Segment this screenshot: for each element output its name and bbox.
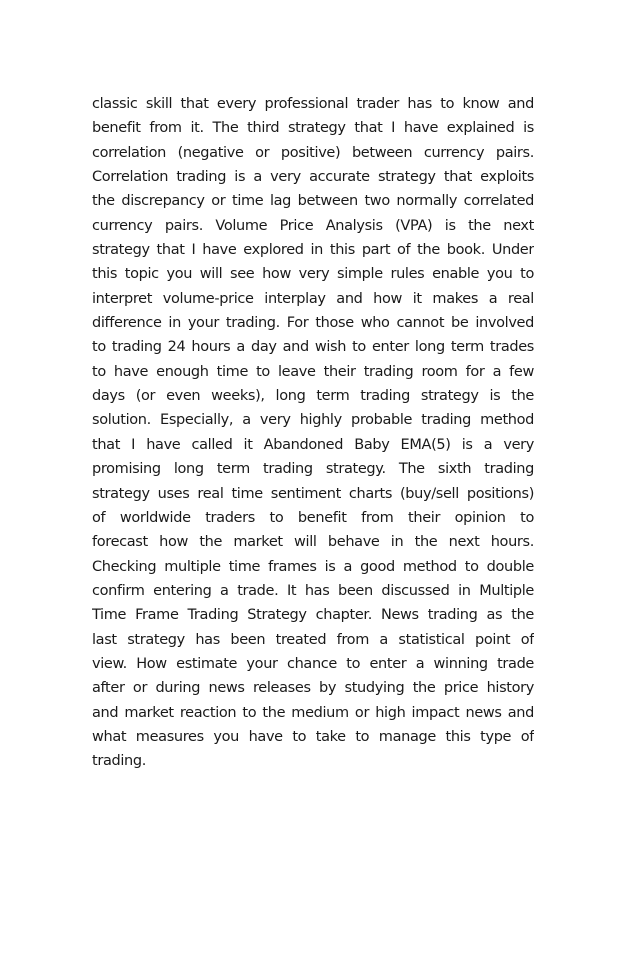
paragraph-line: strategy uses real time sentiment charts (buy/sell positions) [92,485,534,502]
paragraph-line: Correlation trading is a very accurate strategy that exploits [92,169,534,186]
paragraph-line: interpret volume-price interplay and how it makes a real [92,290,534,307]
paragraph-line: days (or even weeks), long term trading strategy is the [92,388,534,405]
paragraph-line: after or during news releases by studying the price history [92,680,534,697]
paragraph-line-last: trading. [92,753,146,770]
paragraph-line: of worldwide traders to benefit from their opinion to [92,509,534,526]
body-paragraph [92,92,534,774]
paragraph-line: classic skill that every professional trader has to know and [92,96,534,112]
paragraph-line: benefit from it. The third strategy that I have explained is [92,120,534,137]
paragraph-line: and market reaction to the medium or high impact news and [92,704,534,721]
paragraph-line: what measures you have to take to manage this type of [92,728,534,745]
paragraph-line: correlation (negative or positive) between currency pairs. [92,144,534,161]
paragraph-line: Checking multiple time frames is a good method to double [92,558,534,575]
paragraph-line: this topic you will see how very simple rules enable you to [92,266,534,283]
paragraph-line: Time Frame Trading Strategy chapter. News trading as the [92,607,534,624]
paragraph-line: confirm entering a trade. It has been discussed in Multiple [92,582,534,599]
paragraph-line: the discrepancy or time lag between two normally correlated [92,193,534,210]
paragraph-line: to have enough time to leave their trading room for a few [92,363,534,380]
paragraph-line: that I have called it Abandoned Baby EMA(5) is a very [92,436,534,453]
paragraph-line: strategy that I have explored in this part of the book. Under [92,242,534,259]
paragraph-line: last strategy has been treated from a statistical point of [92,631,534,648]
paragraph-line: difference in your trading. For those who cannot be involved [92,315,534,332]
paragraph-line: promising long term trading strategy. The sixth trading [92,461,534,478]
paragraph-line: forecast how the market will behave in the next hours. [92,534,534,551]
paragraph-line: view. How estimate your chance to enter a winning trade [92,655,534,672]
paragraph-line: currency pairs. Volume Price Analysis (VPA) is the next [92,217,534,234]
paragraph-line: solution. Especially, a very highly probable trading method [92,412,534,429]
paragraph-line: to trading 24 hours a day and wish to enter long term trades [92,339,534,356]
